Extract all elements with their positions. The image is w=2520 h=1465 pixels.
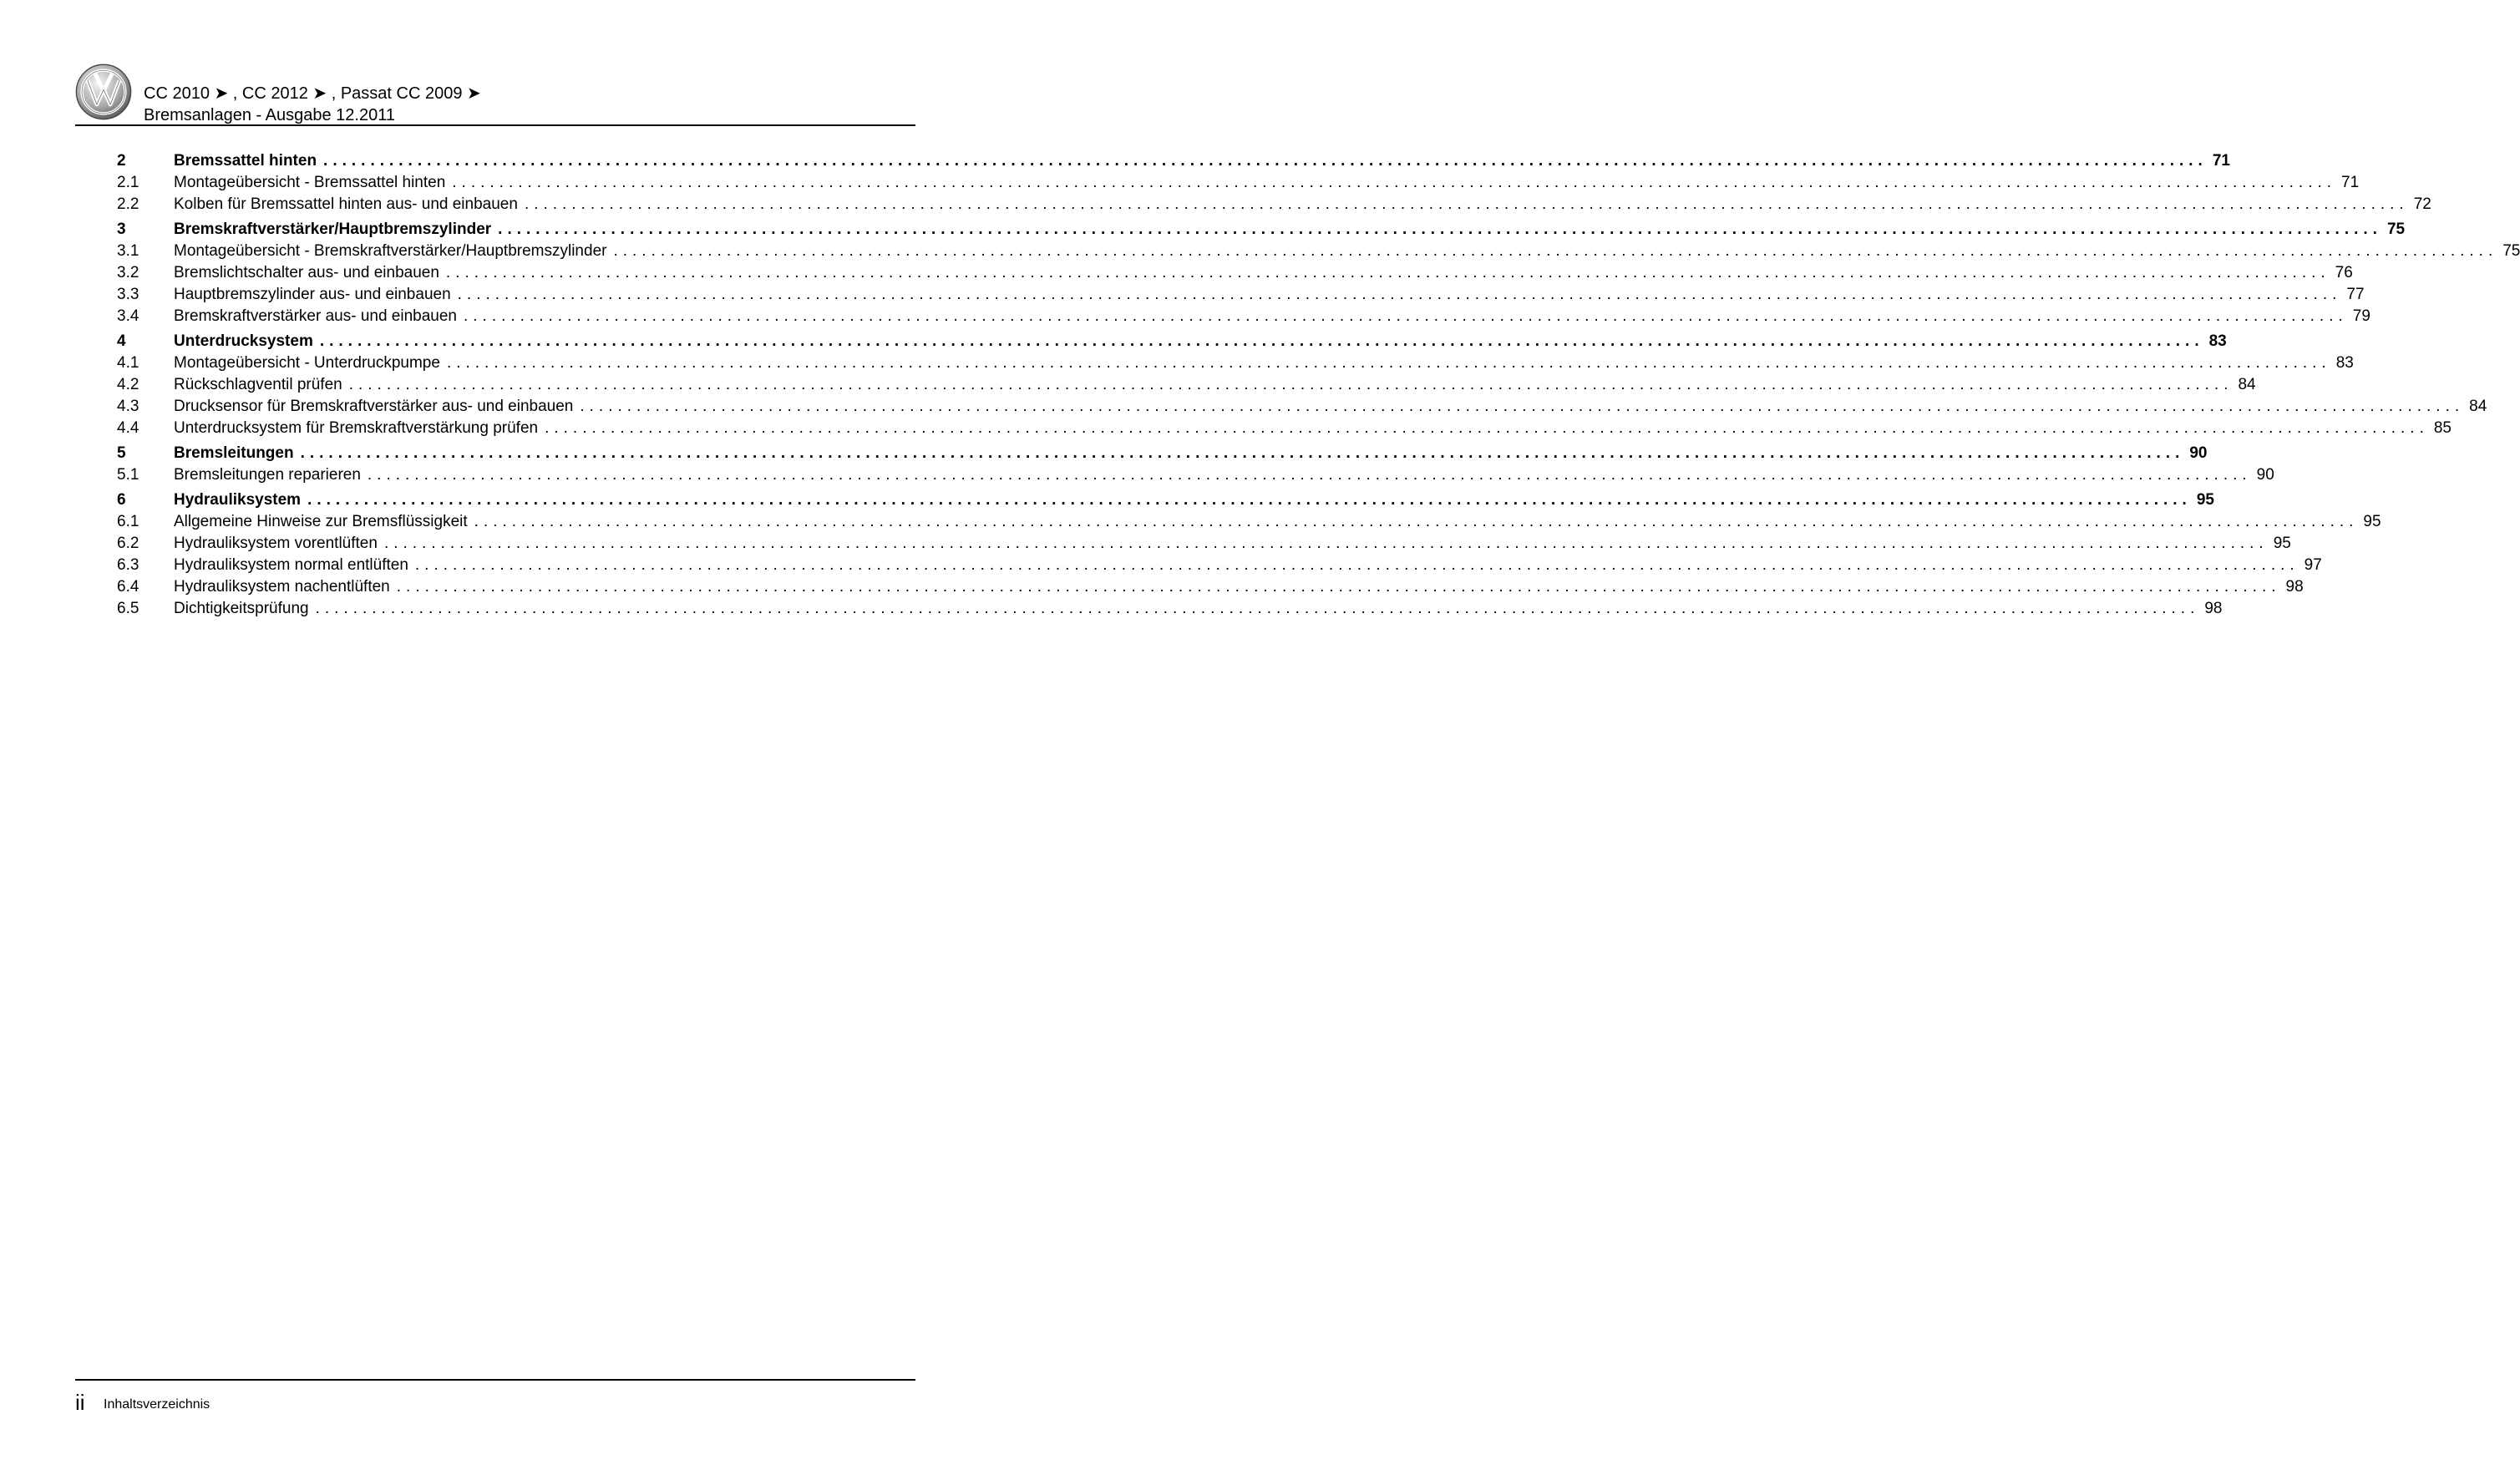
toc-page-number: 84	[2233, 374, 2255, 396]
toc-entry	[174, 284, 2365, 306]
toc-title[interactable]: Montageübersicht - Unterdruckpumpe	[174, 354, 440, 372]
toc-title[interactable]: Bremsleitungen reparieren	[174, 466, 361, 484]
toc-number: 6.3	[117, 556, 139, 574]
toc-entry	[174, 172, 2360, 194]
toc-page-number: 95	[2192, 489, 2214, 511]
toc-section-row[interactable]	[117, 374, 2256, 396]
toc-page-number: 71	[2208, 150, 2230, 172]
toc-leader-dots: ........................................................................................................................................................................................................	[348, 376, 2234, 393]
toc-leader-dots: ........................................................................................................................................................................................................	[323, 152, 2208, 170]
toc-leader-dots: ........................................................................................................................................................................................................	[474, 513, 2359, 530]
toc-leader-dots: ........................................................................................................................................................................................................	[396, 578, 2281, 596]
toc-section-row[interactable]	[117, 576, 2304, 598]
toc-title[interactable]: Montageübersicht - Bremskraftverstärker/Hauptbremszylinder	[174, 242, 607, 260]
toc-title[interactable]: Bremskraftverstärker aus- und einbauen	[174, 307, 457, 325]
toc-chapter-row[interactable]	[117, 219, 2406, 241]
toc-number: 6.4	[117, 578, 139, 596]
toc-title[interactable]: Hydrauliksystem nachentlüften	[174, 578, 390, 596]
toc-entry	[174, 443, 2208, 464]
toc-number: 6.5	[117, 600, 139, 617]
header-models: CC 2010 ➤ , CC 2012 ➤ , Passat CC 2009 ➤	[144, 84, 481, 103]
toc-section-row[interactable]	[117, 262, 2353, 284]
toc-section-row[interactable]	[117, 284, 2365, 306]
toc-number: 3.3	[117, 286, 139, 303]
toc-section-row[interactable]	[117, 241, 2520, 262]
toc-page-number: 95	[2358, 511, 2381, 533]
toc-section-row[interactable]	[117, 418, 2452, 439]
toc-title[interactable]: Kolben für Bremssattel hinten aus- und einbauen	[174, 195, 518, 213]
toc-number: 5.1	[117, 466, 139, 484]
toc-entry	[174, 374, 2256, 396]
toc-page-number: 79	[2348, 306, 2370, 327]
toc-number: 5	[117, 444, 126, 462]
toc-title[interactable]: Allgemeine Hinweise zur Bremsflüssigkeit	[174, 513, 468, 530]
header-divider	[75, 124, 915, 126]
toc-leader-dots: ........................................................................................................................................................................................................	[383, 535, 2269, 552]
toc-leader-dots: ........................................................................................................................................................................................................	[307, 491, 2192, 509]
toc-entry	[174, 194, 2431, 215]
toc-entry	[174, 489, 2214, 511]
toc-entry	[174, 555, 2322, 576]
toc-leader-dots: ........................................................................................................................................................................................................	[414, 556, 2299, 574]
toc-leader-dots: ........................................................................................................................................................................................................	[367, 466, 2252, 484]
toc-number: 4.2	[117, 376, 139, 393]
toc-leader-dots: ........................................................................................................................................................................................................	[319, 332, 2204, 350]
toc-leader-dots: ........................................................................................................................................................................................................	[613, 242, 2498, 260]
toc-number: 3.4	[117, 307, 139, 325]
toc-section-row[interactable]	[117, 172, 2360, 194]
toc-page-number: 71	[2336, 172, 2359, 194]
toc-entry	[174, 331, 2227, 352]
toc-leader-dots: ........................................................................................................................................................................................................	[464, 307, 2348, 325]
toc-leader-dots: ........................................................................................................................................................................................................	[498, 221, 2382, 238]
toc-page-number: 90	[2184, 443, 2207, 464]
vw-logo-icon	[75, 63, 132, 120]
toc-entry	[174, 418, 2452, 439]
toc-leader-dots: ........................................................................................................................................................................................................	[457, 286, 2342, 303]
toc-title[interactable]: Bremslichtschalter aus- und einbauen	[174, 264, 439, 281]
toc-title[interactable]: Hydrauliksystem vorentlüften	[174, 535, 378, 552]
toc-entry	[174, 219, 2406, 241]
toc-number: 4	[117, 332, 126, 350]
toc-section-row[interactable]	[117, 194, 2431, 215]
toc-page-number: 98	[2199, 598, 2222, 620]
toc-number: 2.1	[117, 174, 139, 191]
toc-section-row[interactable]	[117, 511, 2381, 533]
toc-entry	[174, 598, 2223, 620]
toc-page-number: 76	[2330, 262, 2353, 284]
toc-leader-dots: ........................................................................................................................................................................................................	[524, 195, 2409, 213]
toc-entry	[174, 464, 2274, 486]
toc-entry	[174, 511, 2381, 533]
toc-page-number: 72	[2409, 194, 2431, 215]
toc-title[interactable]: Hauptbremszylinder aus- und einbauen	[174, 286, 451, 303]
header-subtitle: Bremsanlagen - Ausgabe 12.2011	[144, 106, 395, 124]
toc-title[interactable]: Bremskraftverstärker/Hauptbremszylinder	[174, 221, 492, 238]
toc-entry	[174, 533, 2291, 555]
toc-page-number: 97	[2299, 555, 2322, 576]
toc-page-number: 98	[2281, 576, 2304, 598]
toc-leader-dots: ........................................................................................................................................................................................................	[545, 419, 2429, 437]
toc-number: 4.4	[117, 419, 139, 437]
toc-page-number: 77	[2341, 284, 2364, 306]
footer-page-number: ii	[75, 1390, 85, 1415]
toc-section-row[interactable]	[117, 533, 2291, 555]
toc-section-row[interactable]	[117, 598, 2223, 620]
toc-title[interactable]: Hydrauliksystem normal entlüften	[174, 556, 408, 574]
toc-number: 3.2	[117, 264, 139, 281]
toc-number: 4.3	[117, 398, 139, 415]
toc-number: 3.1	[117, 242, 139, 260]
toc-page-number: 84	[2464, 396, 2487, 418]
toc-title[interactable]: Hydrauliksystem	[174, 491, 302, 509]
toc-page-number: 83	[2331, 352, 2354, 374]
toc-entry	[174, 241, 2520, 262]
toc-leader-dots: ........................................................................................................................................................................................................	[315, 600, 2200, 617]
toc-entry	[174, 262, 2353, 284]
toc-section-row[interactable]	[117, 306, 2370, 327]
footer-section-title: Inhaltsverzeichnis	[104, 1397, 210, 1412]
toc-chapter-row[interactable]	[117, 150, 2230, 172]
toc-number: 6.1	[117, 513, 139, 530]
toc-title[interactable]: Rückschlagventil prüfen	[174, 376, 342, 393]
toc-chapter-row[interactable]	[117, 443, 2208, 464]
toc-title[interactable]: Drucksensor für Bremskraftverstärker aus- und einbauen	[174, 398, 574, 415]
toc-number: 4.1	[117, 354, 139, 372]
toc-title[interactable]: Dichtigkeitsprüfung	[174, 600, 309, 617]
toc-title[interactable]: Unterdrucksystem	[174, 332, 313, 350]
toc-entry	[174, 306, 2370, 327]
toc-section-row[interactable]	[117, 396, 2487, 418]
toc-title[interactable]: Montageübersicht - Bremssattel hinten	[174, 174, 446, 191]
toc-number: 3	[117, 221, 126, 238]
toc-title[interactable]: Bremsleitungen	[174, 444, 294, 462]
toc-chapter-row[interactable]	[117, 331, 2227, 352]
toc-leader-dots: ........................................................................................................................................................................................................	[300, 444, 2185, 462]
toc-title[interactable]: Unterdrucksystem für Bremskraftverstärkung prüfen	[174, 419, 539, 437]
toc-entry	[174, 352, 2354, 374]
toc-number: 6.2	[117, 535, 139, 552]
toc-entry	[174, 576, 2304, 598]
toc-title[interactable]: Bremssattel hinten	[174, 152, 317, 170]
toc-number: 2.2	[117, 195, 139, 213]
toc-section-row[interactable]	[117, 464, 2274, 486]
footer-divider	[75, 1379, 915, 1381]
toc-chapter-row[interactable]	[117, 489, 2214, 511]
table-of-contents	[117, 150, 2520, 620]
toc-leader-dots: ........................................................................................................................................................................................................	[580, 398, 2465, 415]
toc-number: 6	[117, 491, 126, 509]
toc-leader-dots: ........................................................................................................................................................................................................	[452, 174, 2337, 191]
toc-leader-dots: ........................................................................................................................................................................................................	[446, 354, 2331, 372]
toc-page-number: 75	[2497, 241, 2520, 262]
toc-section-row[interactable]	[117, 352, 2354, 374]
toc-page-number: 95	[2269, 533, 2291, 555]
toc-page-number: 83	[2204, 331, 2227, 352]
toc-page-number: 90	[2252, 464, 2274, 486]
toc-entry	[174, 150, 2230, 172]
toc-entry	[174, 396, 2487, 418]
toc-section-row[interactable]	[117, 555, 2322, 576]
toc-leader-dots: ........................................................................................................................................................................................................	[445, 264, 2330, 281]
toc-page-number: 85	[2429, 418, 2452, 439]
toc-page-number: 75	[2382, 219, 2405, 241]
toc-number: 2	[117, 152, 126, 170]
